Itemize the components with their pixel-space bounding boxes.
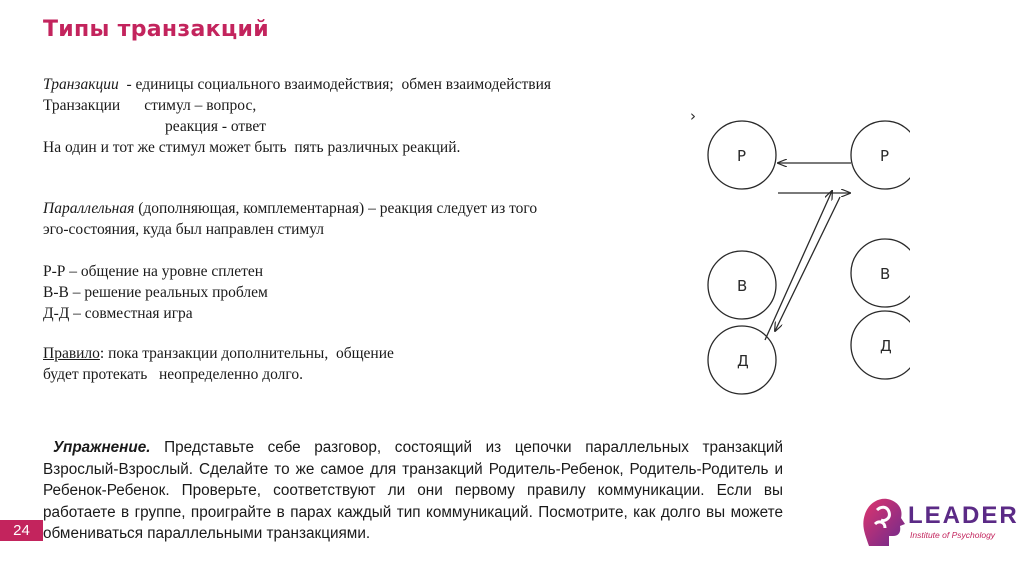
left-parent-label: Р (737, 147, 747, 165)
logo-wordmark: LEADER (908, 502, 1019, 529)
parallel-line-1 (43, 198, 643, 219)
rule-text-1: : пока транзакции дополнительны, общение (99, 345, 394, 362)
definition-line2-label: Транзакции (43, 97, 121, 114)
parallel-text-1: (дополняющая, комплементарная) – реакция следует из того (134, 200, 538, 217)
definition-line2-text: стимул – вопрос, (144, 97, 257, 114)
diagram-mark: › (690, 107, 696, 125)
right-parent-label: Р (880, 147, 890, 165)
parallel-term: Параллельная (43, 200, 135, 217)
page-number-badge: 24 (0, 520, 43, 541)
transaction-diagram (680, 105, 910, 405)
exercise-text: Представьте себе разговор, состоящий из цепочки параллельных транзакций Взрослый-Взрослый. Сделайте то же самое для транзакций Родитель-Ребенок, Родитель-Родитель и Ребенок-Ребенок. Проверьте, соответствуют ли они первому правилу коммуникации. Если вы работаете в группе, проиграйте в парах каждый тип коммуникаций. Посмотрите, как долго вы можете обмениваться параллельными транзакциями. (43, 439, 783, 542)
definition-line-4: На один и тот же стимул может быть пять различных реакций. (43, 139, 461, 156)
exercise-label: Упражнение. (53, 439, 151, 456)
definition-line-3 (43, 116, 663, 137)
definition-line-1 (43, 74, 663, 95)
definition-term: Транзакции - (43, 76, 132, 93)
rule-block (43, 343, 643, 385)
right-adult-label: В (880, 265, 891, 283)
arrow-parent-to-child (775, 197, 840, 331)
left-adult-label: В (737, 277, 748, 295)
rule-line-2: будет протекать неопределенно долго. (43, 366, 303, 383)
definition-text: единицы социального взаимодействия; обмен взаимодействия (131, 76, 551, 93)
definition-line-2 (43, 95, 663, 116)
definition-block (43, 74, 663, 158)
parallel-item-vv: В-В – решение реальных проблем (43, 284, 268, 301)
parallel-item-pp: Р-Р – общение на уровне сплетен (43, 263, 264, 280)
slide-title: Типы транзакций (43, 17, 269, 42)
arrow-child-to-parent (765, 191, 832, 340)
left-child-label: Д (737, 352, 749, 370)
rule-label: Правило (43, 345, 100, 362)
parallel-block (43, 198, 643, 324)
right-child-label: Д (880, 337, 892, 355)
definition-line3-text: реакция - ответ (165, 118, 267, 135)
exercise-paragraph (43, 437, 783, 545)
logo-tagline: Institute of Psychology (910, 530, 996, 540)
rule-line-1 (43, 343, 643, 364)
parallel-item-dd: Д-Д – совместная игра (43, 305, 193, 322)
parallel-line-2: эго-состояния, куда был направлен стимул (43, 221, 325, 238)
